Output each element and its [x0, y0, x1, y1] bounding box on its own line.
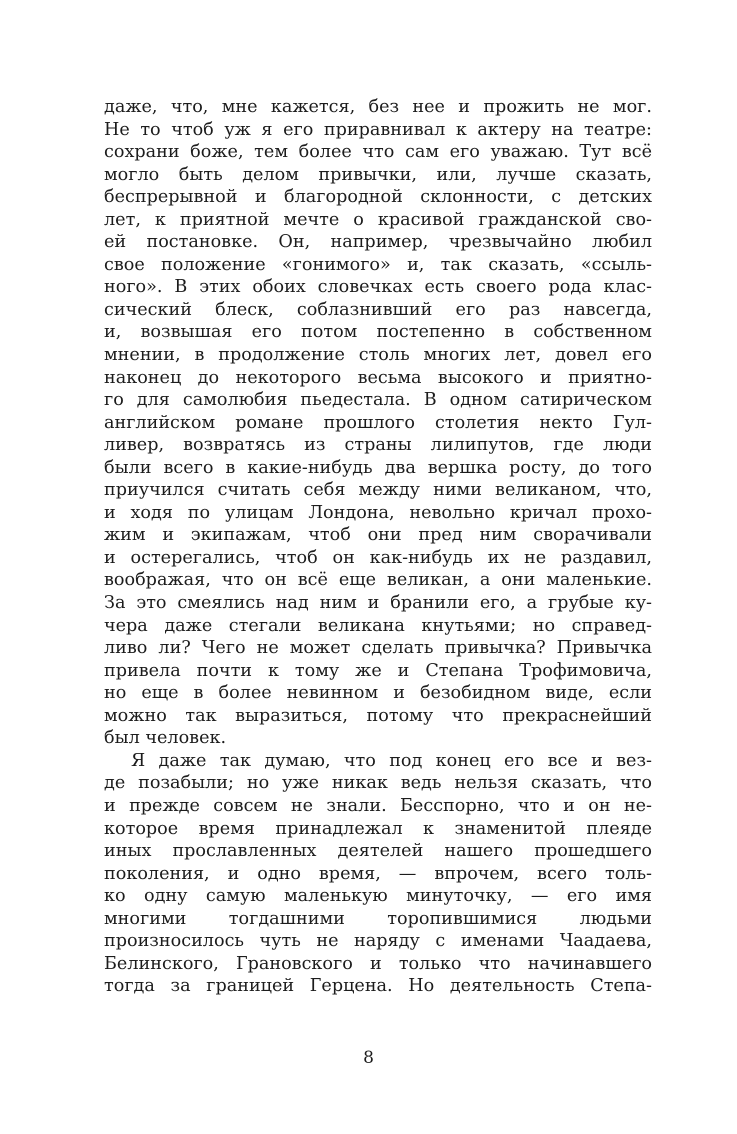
text-line: Белинского, Грановского и только что начинавшего: [104, 953, 652, 974]
text-line: ливер, возвратясь из страны лилипутов, где люди: [104, 435, 652, 456]
text-line: За это смеялись над ним и бранили его, а грубые ку-: [104, 593, 652, 614]
text-line: жим и экипажам, чтоб они пред ним сворачивали: [104, 525, 652, 546]
text-line: поколения, и одно время, — впрочем, всего толь-: [104, 863, 652, 884]
text-line: Я даже так думаю, что под конец его все и вез-: [131, 750, 652, 771]
text-line: сохрани боже, тем более что сам его уважаю. Тут всё: [104, 142, 652, 163]
paragraph-1: [104, 96, 652, 750]
text-line: можно так выразиться, потому что прекраснейший: [104, 705, 652, 726]
text-line: был человек.: [104, 728, 227, 749]
text-line: английском романе прошлого столетия некто Гул-: [104, 412, 652, 433]
text-line: чера даже стегали великана кнутьями; но справед-: [104, 615, 652, 636]
text-line: привела почти к тому же и Степана Трофимовича,: [104, 660, 652, 681]
text-line: даже, что, мне кажется, без нее и прожить не мог.: [104, 97, 652, 117]
text-line: приучился считать себя между ними великаном, что,: [104, 480, 652, 501]
text-line: произносилось чуть не наряду с именами Чаадаева,: [104, 931, 652, 952]
text-line: но еще в более невинном и безобидном виде, если: [104, 683, 652, 704]
text-line: воображая, что он всё еще великан, а они маленькие.: [104, 570, 652, 591]
text-line: и остерегались, чтоб он как-нибудь их не раздавил,: [104, 547, 652, 568]
text-line: ливо ли? Чего не может сделать привычка? Привычка: [104, 638, 652, 659]
text-line: го для самолюбия пьедестала. В одном сатирическом: [104, 390, 652, 411]
text-line: свое положение «гонимого» и, так сказать, «ссыль-: [104, 254, 652, 275]
text-line: ного». В этих обоих словечках есть своего рода клас-: [104, 277, 652, 298]
text-line: беспрерывной и благородной склонности, с детских: [104, 187, 652, 208]
text-line: и, возвышая его потом постепенно в собственном: [104, 322, 652, 343]
text-line: де позабыли; но уже никак ведь нельзя сказать, что: [104, 773, 652, 794]
page-number: 8: [363, 1048, 374, 1068]
text-line: Не то чтоб уж я его приравнивал к актеру на театре:: [104, 119, 652, 140]
text-line: могло быть делом привычки, или, лучше сказать,: [104, 164, 652, 185]
text-line: и прежде совсем не знали. Бесспорно, что и он не-: [104, 795, 652, 816]
text-line: сический блеск, соблазнивший его раз навсегда,: [104, 299, 652, 320]
text-line: лет, к приятной мечте о красивой гражданской сво-: [104, 209, 652, 230]
text-line: ко одну самую маленькую минуточку, — его имя: [104, 886, 652, 907]
text-line: мнении, в продолжение столь многих лет, довел его: [104, 345, 652, 366]
body-text: [104, 96, 652, 998]
text-line: были всего в какие-нибудь два вершка росту, до того: [104, 457, 652, 478]
text-line: многими тогдашними торопившимися людьми: [104, 908, 652, 929]
text-line: которое время принадлежал к знаменитой плеяде: [104, 818, 652, 839]
text-line: ей постановке. Он, например, чрезвычайно любил: [104, 232, 652, 253]
text-line: и ходя по улицам Лондона, невольно кричал прохо-: [104, 502, 652, 523]
text-line: наконец до некоторого весьма высокого и приятно-: [104, 367, 652, 388]
paragraph-2: [104, 750, 652, 998]
text-line: тогда за границей Герцена. Но деятельность Степа-: [104, 976, 652, 997]
text-line: иных прославленных деятелей нашего прошедшего: [104, 841, 652, 862]
